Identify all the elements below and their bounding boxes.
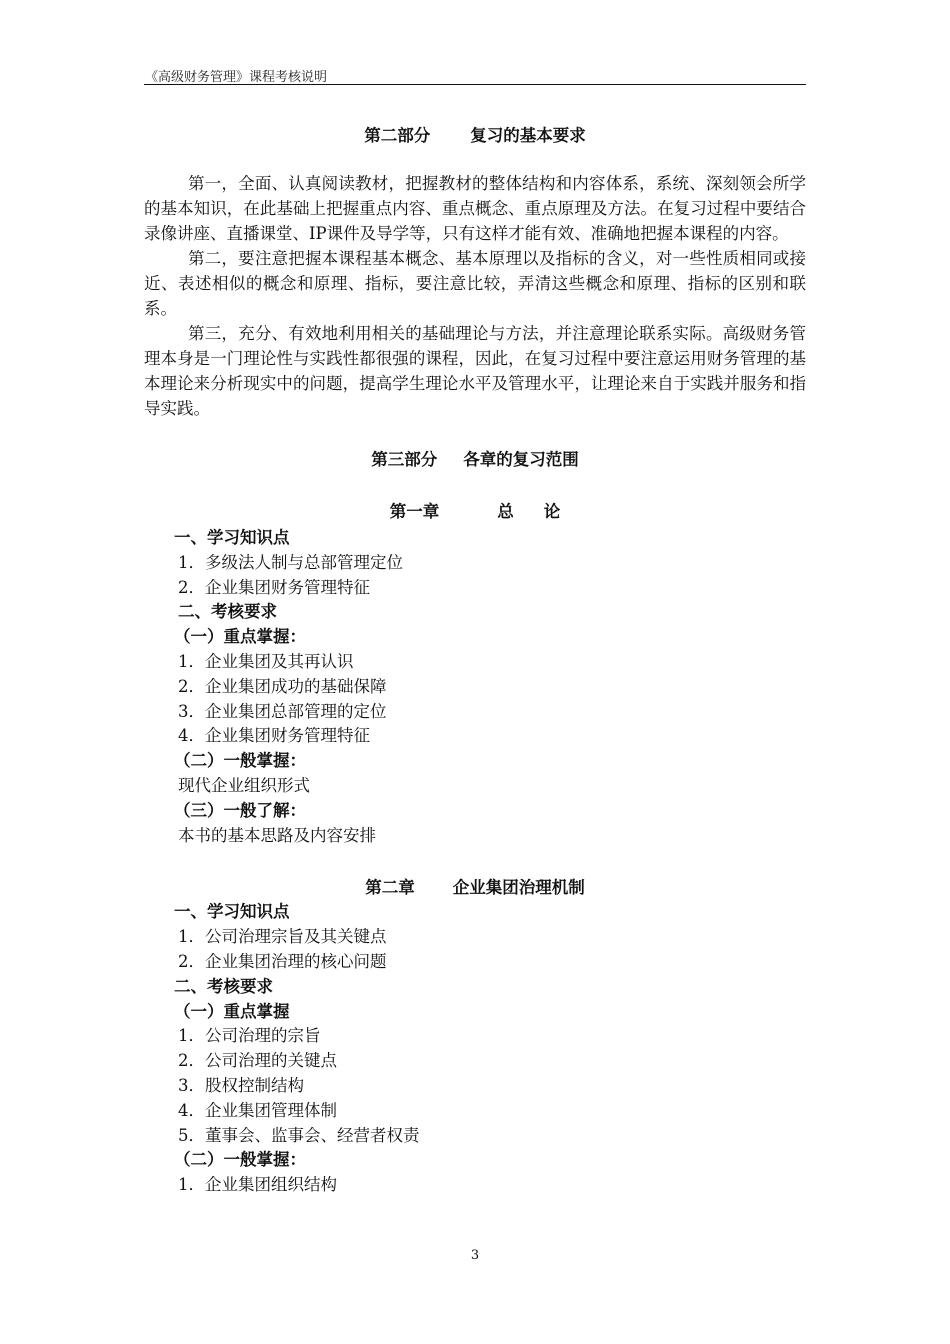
chapter1-key-item: 3．企业集团总部管理的定位 (178, 701, 387, 721)
chapter1-knowledge-item: 2．企业集团财务管理特征 (178, 577, 370, 597)
chapter2-key-item: 1．公司治理的宗旨 (178, 1026, 321, 1046)
chapter1-number: 第一章 (389, 502, 440, 521)
document-body (144, 122, 806, 1198)
chapter2-name: 企业集团治理机制 (452, 878, 585, 898)
chapter2-general-heading: （二）一般掌握： (174, 1150, 306, 1170)
chapter2-key-item: 4．企业集团管理体制 (178, 1100, 337, 1120)
chapter2-knowledge-item: 1．公司治理宗旨及其关键点 (178, 927, 387, 947)
chapter2-general-item: 1．企业集团组织结构 (178, 1175, 337, 1195)
chapter1-exam-heading: 二、考核要求 (178, 602, 277, 622)
chapter2-exam-heading: 二、考核要求 (174, 976, 273, 996)
chapter1-key-heading: （一）重点掌握： (174, 627, 306, 647)
header-rule (144, 84, 806, 85)
chapter2-title (144, 874, 806, 898)
part3-title (144, 446, 806, 470)
chapter2-knowledge-item: 2．企业集团治理的核心问题 (178, 951, 387, 971)
chapter1-key-item: 2．企业集团成功的基础保障 (178, 676, 387, 696)
running-header: 《高级财务管理》课程考核说明 (145, 70, 328, 85)
part3-number: 第三部分 (371, 450, 438, 469)
chapter2-key-item: 5．董事会、监事会、经营者权责 (178, 1125, 420, 1145)
chapter1-general-item: 现代企业组织形式 (178, 775, 310, 795)
part3-name: 各章的复习范围 (463, 450, 579, 469)
chapter1-general-heading: （二）一般掌握： (174, 751, 306, 771)
paragraph-1: 第一，全面、认真阅读教材，把握教材的整体结构和内容体系，系统、深刻领会所学的基本知识，在此基础上把握重点内容、重点概念、重点原理及方法。在复习过程中要结合录像讲座、直播课堂、IP课件及导学等，只有这样才能有效、准确地把握本课程的内容。 (144, 174, 806, 243)
paragraph-3: 第三，充分、有效地利用相关的基础理论与方法，并注意理论联系实际。高级财务管理本身是一门理论性与实践性都很强的课程，因此，在复习过程中要注意运用财务管理的基本理论来分析现实中的问题，提高学生理论水平及管理水平，让理论来自于实践并服务和指导实践。 (144, 324, 806, 418)
part2-title (144, 122, 806, 146)
chapter1-key-item: 4．企业集团财务管理特征 (178, 726, 370, 746)
page-number: 3 (470, 1248, 480, 1263)
chapter2-key-item: 3．股权控制结构 (178, 1075, 304, 1095)
chapter1-key-item: 1．企业集团及其再认识 (178, 651, 354, 671)
paragraph-2: 第二，要注意把握本课程基本概念、基本原理以及指标的含义，对一些性质相同或接近、表述相似的概念和原理、指标，要注意比较，弄清这些概念和原理、指标的区别和联系。 (144, 249, 806, 318)
chapter2-number: 第二章 (365, 878, 415, 898)
chapter1-understand-heading: （三）一般了解： (174, 800, 306, 820)
part2-number: 第二部分 (364, 126, 431, 145)
chapter1-name-char2: 论 (543, 502, 561, 521)
chapter1-knowledge-heading: 一、学习知识点 (174, 528, 290, 547)
chapter2-key-heading: （一）重点掌握 (174, 1001, 290, 1021)
chapter1-understand-item: 本书的基本思路及内容安排 (178, 825, 376, 845)
chapter2-key-item: 2．公司治理的关键点 (178, 1051, 337, 1071)
chapter1-knowledge-item: 1．多级法人制与总部管理定位 (178, 552, 403, 572)
chapter2-knowledge-heading: 一、学习知识点 (174, 902, 290, 922)
chapter1-title (144, 498, 806, 522)
part2-name: 复习的基本要求 (470, 126, 586, 145)
chapter1-name-char1: 总 (497, 502, 514, 521)
